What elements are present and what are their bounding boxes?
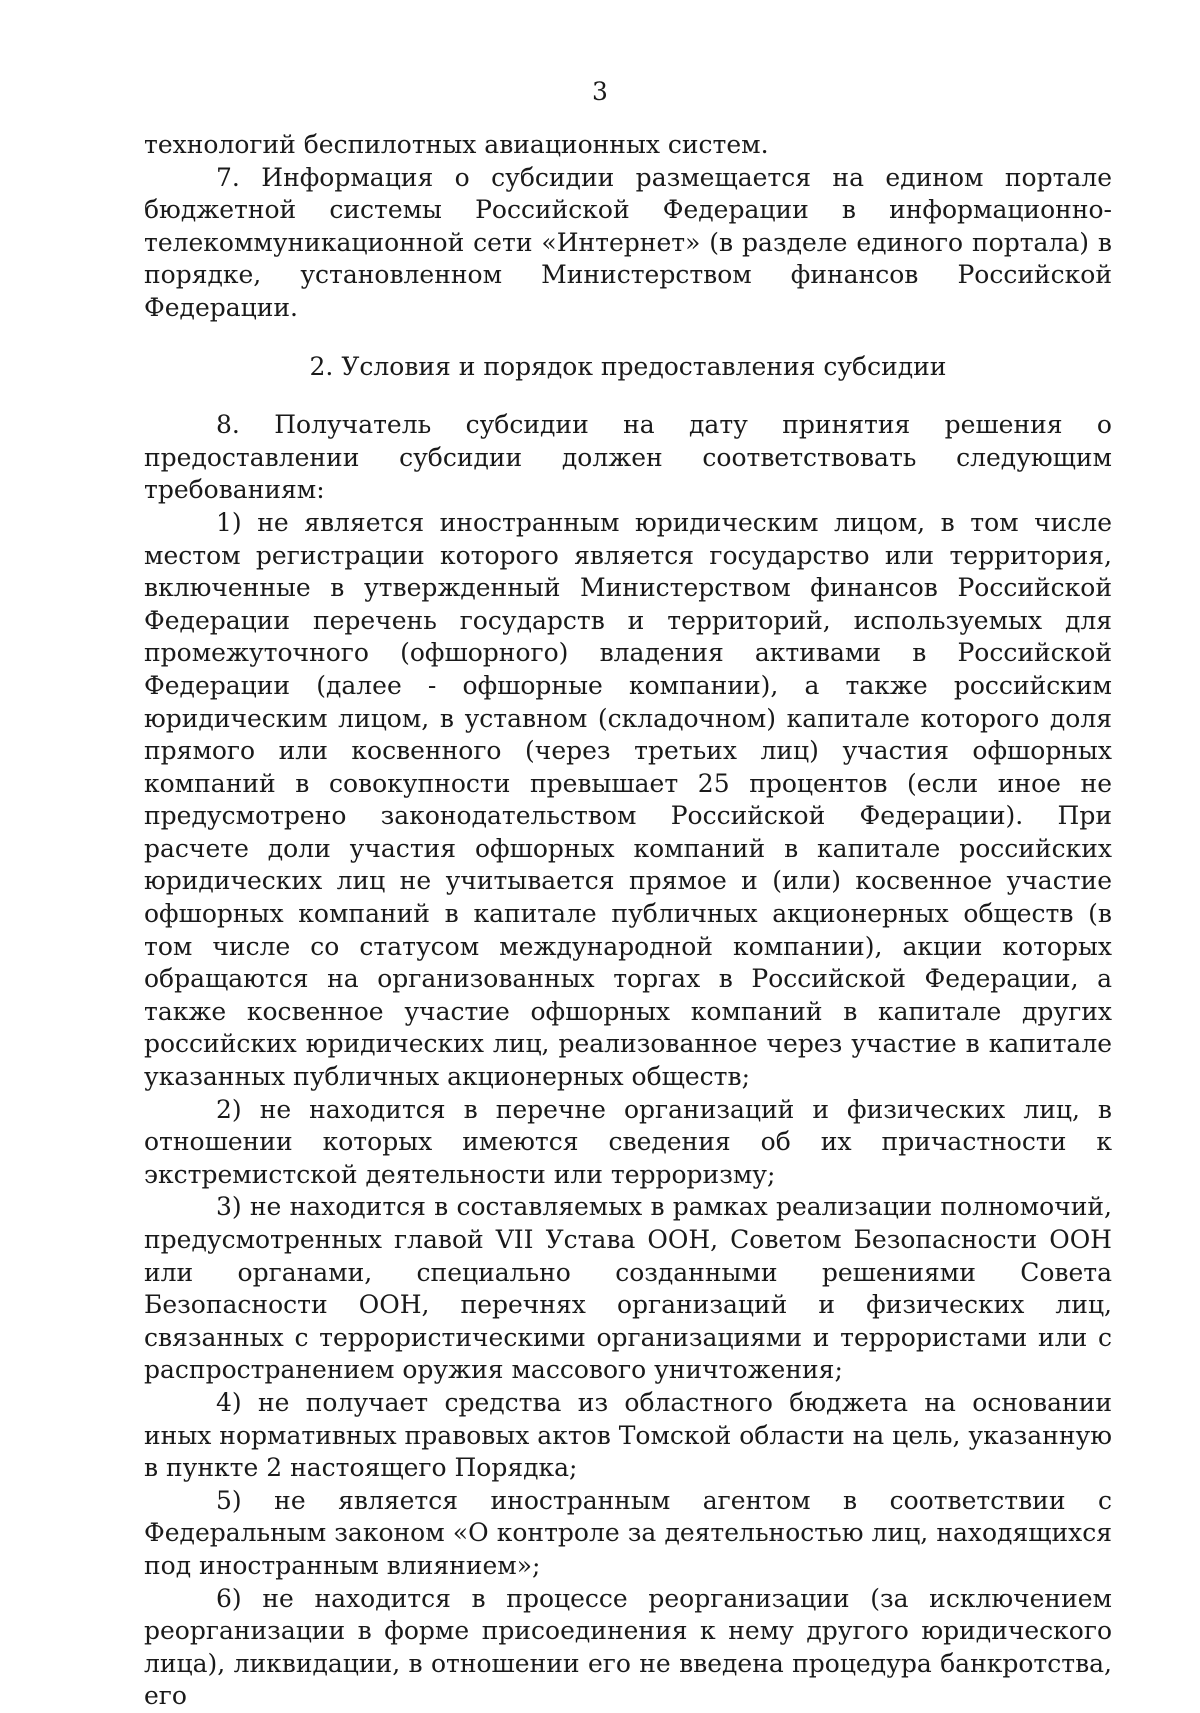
requirement-item-5: 5) не является иностранным агентом в соответствии с Федеральным законом «О контроле за деятельностью лиц, находящихся под иностранным влиянием»; bbox=[144, 1485, 1112, 1580]
requirement-item-1: 1) не является иностранным юридическим лицом, в том числе местом регистрации которого является государство или территория, включенные в утвержденный Министерством финансов Российской Федерации перечень государств и территорий, используемых для промежуточного (офшорного) владения активами в Российской Федерации (далее - офшорные компании), а также российским юридическим лицом, в уставном (складочном) капитале которого доля прямого или косвенного (через третьих лиц) участия офшорных компаний в совокупности превышает 25 процентов (если иное не предусмотрено законодательством Российской Федерации). При расчете доли участия офшорных компаний в капитале российских юридических лиц не учитывается прямое и (или) косвенное участие офшорных компаний в капитале публичных акционерных обществ (в том числе со статусом международной компании), акции которых обращаются на организованных торгах в Российской Федерации, а также косвенное участие офшорных компаний в капитале других российских юридических лиц, реализованное через участие в капитале указанных публичных акционерных обществ; bbox=[144, 507, 1112, 1092]
requirement-item-4: 4) не получает средства из областного бюджета на основании иных нормативных правовых актов Томской области на цель, указанную в пункте 2 настоящего Порядка; bbox=[144, 1387, 1112, 1483]
requirement-item-6: 6) не находится в процессе реорганизации (за исключением реорганизации в форме присоединения к нему другого юридического лица), ликвидации, в отношении его не введена процедура банкротства, его bbox=[144, 1583, 1112, 1711]
continuation-line: технологий беспилотных авиационных систем. bbox=[144, 130, 769, 159]
paragraph-8: 8. Получатель субсидии на дату принятия решения о предоставлении субсидии должен соответствовать следующим требованиям: bbox=[144, 410, 1112, 505]
page-number: 3 bbox=[592, 77, 608, 106]
section-heading: 2. Условия и порядок предоставления субсидии bbox=[309, 351, 947, 381]
requirement-item-3: 3) не находится в составляемых в рамках реализации полномочий, предусмотренных главой VII Устава ООН, Советом Безопасности ООН или органами, специально созданными решениями Совета Безопасности ООН, перечнях организаций и физических лиц, связанных с террористическими организациями и террористами или с распространением оружия массового уничтожения; bbox=[144, 1192, 1112, 1385]
paragraph-7: 7. Информация о субсидии размещается на едином портале бюджетной системы Российской Федерации в информационно-телекоммуникационной сети «Интернет» (в разделе единого портала) в порядке, установленном Министерством финансов Российской Федерации. bbox=[144, 162, 1112, 322]
requirement-item-2: 2) не находится в перечне организаций и физических лиц, в отношении которых имеются сведения об их причастности к экстремистской деятельности или терроризму; bbox=[144, 1094, 1112, 1189]
document-body bbox=[144, 129, 1112, 1713]
